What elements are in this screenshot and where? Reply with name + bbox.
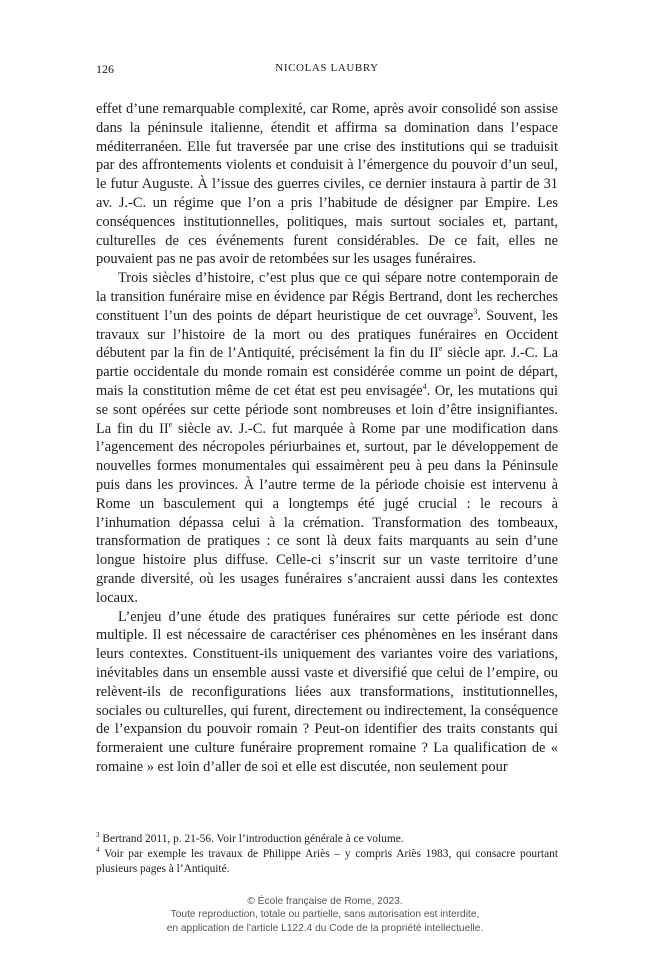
footnote-3 xyxy=(96,832,558,847)
paragraph-3: L’enjeu d’une étude des pratiques funéraires sur cette période est donc multiple. Il est nécessaire de caractériser ces phénomènes en les insérant dans leurs contextes. Constituent-ils uniquement des variantes voire des variations, inévitables dans un ensemble aussi vaste et diversifié que celui de l’empire, ou relèvent-ils de reconfigurations liées aux transformations, institutionnelles, sociales ou culturelles, qui furent, directement ou indirectement, la conséquence de l’expansion du pouvoir romain ? Peut-on identifier des traits constants qui formeraient une culture funéraire proprement romaine ? La qualification de « romaine » est loin d’aller de soi et elle est discutée, non seulement pour xyxy=(96,608,558,775)
copyright-notice xyxy=(0,895,650,935)
footnote-4 xyxy=(96,847,558,877)
running-head-author: NICOLAS LAUBRY xyxy=(275,62,379,74)
paragraph-1: effet d’une remarquable complexité, car Rome, après avoir consolidé son assise dans la péninsule italienne, étendit et affirma sa domination dans l’espace méditerranéen. Elle fut traversée par une crise des institutions qui se traduisit par des affrontements violents et conduisit à l’émergence du pouvoir d’un seul, le futur Auguste. À l’issue des guerres civiles, ce dernier instaura à partir de 31 av. J.-C. un régime que l’on a pris l’habitude de désigner par Empire. Les conséquences institutionnelles, politiques, mais surtout sociales et, partant, culturelles de ces événements furent considérables. De ce fait, elles ne pouvaient pas ne pas avoir de retombées sur les usages funéraires. xyxy=(96,101,558,268)
page-number: 126 xyxy=(96,62,114,76)
copyright-line: en application de l’article L122.4 du Code de la propriété intellectuelle. xyxy=(166,922,484,934)
copyright-line: © École française de Rome, 2023. xyxy=(247,896,403,907)
body-text xyxy=(96,100,558,777)
footnote-number: 4 xyxy=(96,846,100,855)
ordinal-superscript: e xyxy=(438,344,443,354)
footnote-number: 3 xyxy=(96,831,100,840)
copyright-line: Toute reproduction, totale ou partielle, sans autorisation est interdite, xyxy=(170,909,480,921)
footnotes xyxy=(96,832,558,877)
footnote-ref-3[interactable]: 3 xyxy=(473,306,478,316)
footnote-text: Voir par exemple les travaux de Philippe Ariès – y compris Ariès 1983, qui consacre pourtant plusieurs pages à l’Antiquité. xyxy=(96,848,558,875)
ordinal-superscript: e xyxy=(168,419,173,429)
running-head xyxy=(96,62,558,80)
paragraph-2: Trois siècles d’histoire, c’est plus que ce qui sépare notre contemporain de la transition funéraire mise en évidence par Régis Bertrand, dont les recherches constituent l’un des points de départ heuristique de cet ouvrage$^3$. Souvent, les travaux sur l’histoire de la mort ou des pratiques funéraires en Occident débutent par la fin de l’Antiquité, précisément la fin du IIe siècle apr. J.-C. La partie occidentale du monde romain est considérée comme un point de départ, mais la constitution même de cet état est peu envisagée$^4$. Or, les mutations qui se sont opérées sur cette période sont nombreuses et loin d’être insignifiantes. La fin du IIe siècle av. J.-C. fut marquée à Rome par une modification dans l’agencement des nécropoles périurbaines et, surtout, par le développement de nouvelles formes monumentales qui essaimèrent peu à peu dans la Péninsule puis dans les provinces. À l’autre terme de la période choisie est intervenu à Rome un basculement qui a longtemps été jugé crucial : le recours à l’inhumation dépassa celui à la crémation. Transformation des tombeaux, transformation de pratiques : ce sont là deux faits marquants au sein d’une longue histoire plus diffuse. Celle-ci s’inscrit sur un vaste territoire d’une grande diversité, où les usages funéraires s’ancraient aussi dans les contextes locaux. xyxy=(96,270,558,606)
footnote-ref-4[interactable]: 4 xyxy=(422,382,427,392)
footnote-text: Bertrand 2011, p. 21-56. Voir l’introduction générale à ce volume. xyxy=(99,833,404,845)
